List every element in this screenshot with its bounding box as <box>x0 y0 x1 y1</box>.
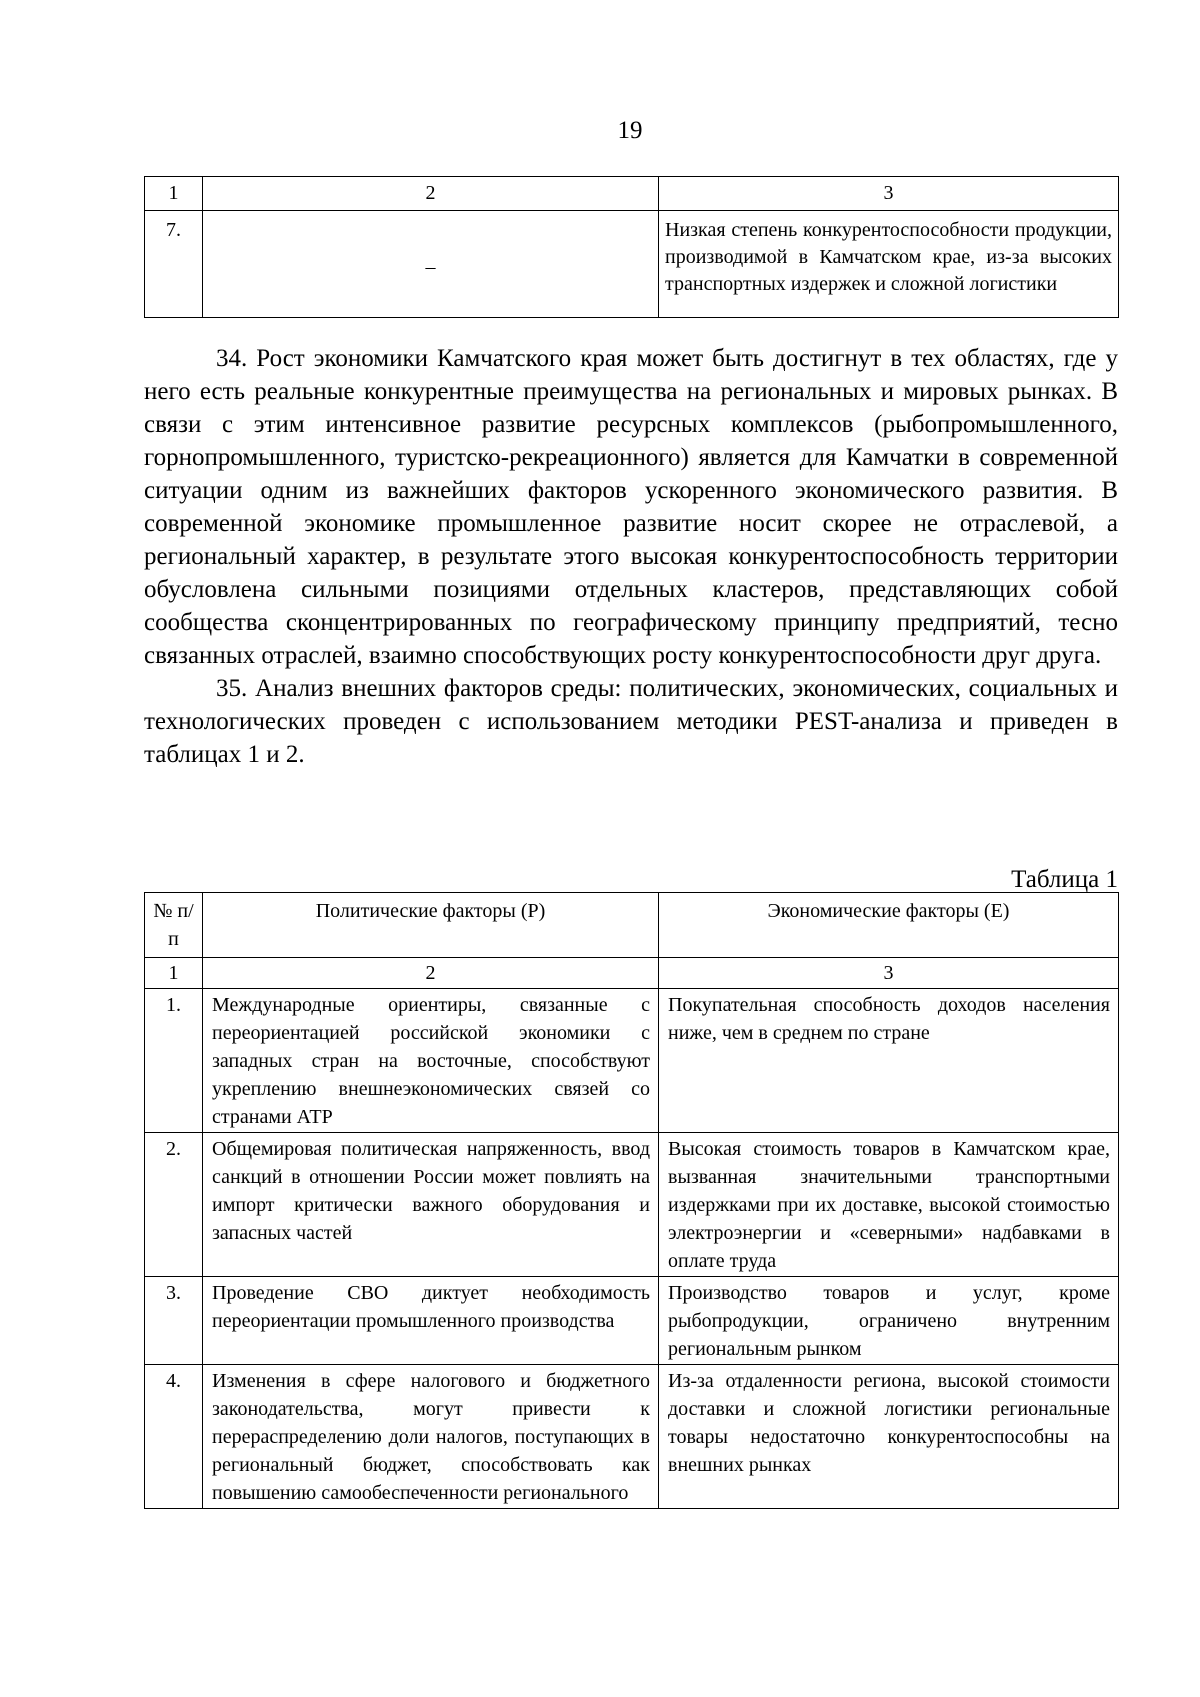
economic-factor: Высокая стоимость товаров в Камчатском крае, вызванная значительными транспортными издержками при их доставке, высокой стоимостью электроэнергии и «северными» надбавками в оплате труда <box>659 1133 1119 1277</box>
continuation-table <box>144 176 1119 318</box>
economic-factor: Производство товаров и услуг, кроме рыбопродукции, ограничено внутренним региональным рынком <box>659 1277 1119 1365</box>
row-number: 2. <box>145 1133 203 1277</box>
header-num: № п/п <box>145 893 203 958</box>
political-factor: Изменения в сфере налогового и бюджетного законодательства, могут привести к перераспределению доли налогов, поступающих в региональный бюджет, способствовать как повышению самообеспеченности регионального <box>203 1365 659 1509</box>
column-number: 3 <box>659 958 1119 989</box>
economic-factor: Покупательная способность доходов населения ниже, чем в среднем по стране <box>659 989 1119 1133</box>
row-number: 4. <box>145 1365 203 1509</box>
row-number: 7. <box>145 211 203 318</box>
paragraph-35: 35. Анализ внешних факторов среды: политических, экономических, социальных и технологических проведен с использованием методики PEST-анализа и приведен в таблицах 1 и 2. <box>144 675 1118 768</box>
table1-header <box>144 892 1119 958</box>
column-number: 3 <box>659 177 1119 211</box>
empty-cell-dash: – <box>203 211 659 318</box>
factor-cell: Низкая степень конкурентоспособности продукции, производимой в Камчатском крае, из-за высоких транспортных издержек и сложной логистики <box>659 211 1119 318</box>
political-factor: Общемировая политическая напряженность, ввод санкций в отношении России может повлиять на импорт критически важного оборудования и запасных частей <box>203 1133 659 1277</box>
row-number: 1. <box>145 989 203 1133</box>
paragraph-34: 34. Рост экономики Камчатского края может быть достигнут в тех областях, где у него есть реальные конкурентные преимущества на региональных и мировых рынках. В связи с этим интенсивное развитие ресурсных комплексов (рыбопромышленного, горнопромышленного, туристско-рекреационного) является для Камчатки в современной ситуации одним из важнейших факторов ускоренного экономического развития. В современной экономике промышленное развитие носит скорее не отраслевой, а региональный характер, в результате этого высокая конкурентоспособность территории обусловлена сильными позициями отдельных кластеров, представляющих собой сообщества сконцентрированных по географическому принципу предприятий, тесно связанных отраслей, взаимно способствующих росту конкурентоспособности друг друга. <box>144 345 1118 669</box>
column-numbers-row <box>145 958 1119 989</box>
political-factor: Проведение СВО диктует необходимость переориентации промышленного производства <box>203 1277 659 1365</box>
table-row <box>145 211 1119 318</box>
page-number: 19 <box>617 117 643 144</box>
table-row <box>145 1277 1119 1365</box>
table-row <box>145 989 1119 1133</box>
row-number: 3. <box>145 1277 203 1365</box>
economic-factor: Из-за отдаленности региона, высокой стоимости доставки и сложной логистики региональные товары недостаточно конкурентоспособны на внешних рынках <box>659 1365 1119 1509</box>
column-number: 2 <box>203 958 659 989</box>
table-row <box>145 1133 1119 1277</box>
column-number: 2 <box>203 177 659 211</box>
table-row <box>145 1365 1119 1509</box>
column-number: 1 <box>145 177 203 211</box>
header-political-factors: Политические факторы (P) <box>203 893 659 958</box>
header-economic-factors: Экономические факторы (E) <box>659 893 1119 958</box>
table-header-row <box>145 177 1119 211</box>
political-factor: Международные ориентиры, связанные с переориентацией российской экономики с западных стран на восточные, способствуют укреплению внешнеэкономических связей со странами АТР <box>203 989 659 1133</box>
table-caption: Таблица 1 <box>1011 866 1118 893</box>
body-text <box>144 342 1118 771</box>
table1 <box>144 957 1119 1509</box>
column-number: 1 <box>145 958 203 989</box>
